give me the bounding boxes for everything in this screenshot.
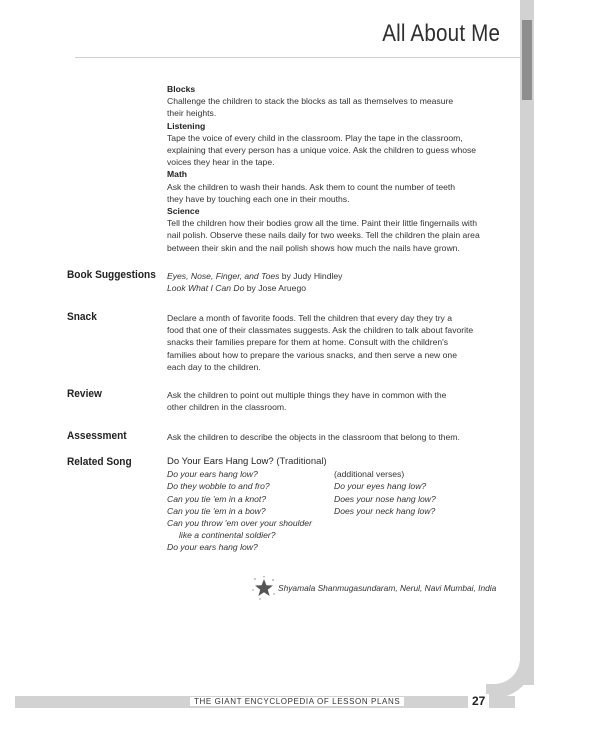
margin-bar — [520, 0, 534, 685]
snack-line: families about how to prepare the various snacks, and then serve a new one — [167, 349, 457, 360]
activity-heading: Listening — [167, 120, 206, 131]
song-verse-main — [167, 468, 334, 553]
book-item — [167, 282, 507, 294]
song-line: Do your ears hang low? — [167, 469, 258, 480]
activity-line: their heights. — [167, 108, 217, 119]
book-item — [167, 270, 507, 282]
activity-heading: Blocks — [167, 84, 196, 94]
book-suggestions — [167, 270, 507, 294]
review-label: Review — [67, 388, 102, 400]
related-song-label: Related Song — [67, 456, 132, 468]
activity-heading: Math — [167, 169, 188, 180]
song-line: (additional verses) — [334, 469, 405, 480]
song-line: Can you throw 'em over your shoulder — [167, 518, 312, 529]
activity-heading: Science — [167, 206, 200, 217]
activity-math — [167, 168, 507, 205]
song-columns — [167, 468, 507, 553]
activity-line: Ask the children to wash their hands. Ask them to count the number of teeth — [167, 181, 456, 192]
book-suggestions-label: Book Suggestions — [67, 269, 156, 281]
related-song — [167, 456, 507, 554]
activity-line: voices they hear in the tape. — [167, 157, 275, 168]
assessment-text — [167, 431, 507, 443]
page-number: 27 — [468, 694, 489, 708]
activity-line: explaining that every person has a unique voice. Ask the children to guess whose — [167, 145, 477, 156]
activity-line: Challenge the children to stack the blocks as tall as themselves to measure — [167, 96, 454, 107]
activity-line: Tape the voice of every child in the classroom. Play the tape in the classroom, — [167, 132, 463, 143]
song-line: Does your nose hang low? — [334, 493, 436, 504]
review-line: other children in the classroom. — [167, 402, 287, 413]
snack-label: Snack — [67, 311, 97, 323]
snack-line: each day to the children. — [167, 361, 261, 372]
book-author: by Jose Aruego — [244, 283, 307, 294]
song-title: Do Your Ears Hang Low? — [167, 456, 274, 467]
activity-line: they have by touching each one in their mouths. — [167, 193, 350, 204]
margin-bar-accent — [522, 20, 532, 100]
song-line: Can you tie 'em in a bow? — [167, 505, 266, 516]
snack-text — [167, 312, 507, 373]
book-title: Eyes, Nose, Finger, and Toes — [167, 271, 280, 281]
snack-line: Declare a month of favorite foods. Tell the children that every day they try a — [167, 313, 453, 323]
page-title: All About Me — [382, 20, 500, 47]
book-title: Look What I Can Do — [167, 283, 245, 294]
activity-science — [167, 205, 507, 254]
activities-section — [167, 83, 507, 254]
song-line: like a continental soldier? — [179, 530, 276, 541]
song-line: Can you tie 'em in a knot? — [167, 493, 267, 504]
activity-listening — [167, 120, 507, 169]
activity-blocks — [167, 83, 507, 120]
assessment-line: Ask the children to describe the objects in the classroom that belong to them. — [167, 432, 460, 442]
snack-line: food that one of their classmates suggests. Ask the children to talk about favorite — [167, 325, 474, 336]
contributor-credit: Shyamala Shanmugasundaram, Nerul, Navi Mumbai, India — [278, 583, 497, 593]
song-line: Do they wobble to and fro? — [167, 481, 270, 492]
song-line: Does your neck hang low? — [334, 505, 436, 516]
song-line: Do your eyes hang low? — [334, 481, 427, 492]
song-title-line — [167, 456, 507, 468]
song-note: (Traditional) — [273, 456, 327, 467]
review-text — [167, 389, 507, 413]
margin-curve — [486, 650, 534, 698]
song-line: Do your ears hang low? — [167, 542, 258, 553]
star-icon — [252, 576, 276, 600]
activity-line: nail polish. Observe these nails daily for two weeks. Tell the children the plain area — [167, 230, 480, 241]
assessment-label: Assessment — [67, 430, 127, 442]
snack-line: snacks their families prepare for them at home. Consult with the children's — [167, 337, 449, 348]
activity-line: between their skin and the nail polish shows how much the nails have grown. — [167, 242, 460, 253]
book-author: by Judy Hindley — [279, 271, 343, 281]
review-line: Ask the children to point out multiple things they have in common with the — [167, 390, 447, 400]
header-rule — [75, 57, 520, 58]
activity-line: Tell the children how their bodies grow all the time. Paint their little fingernails with — [167, 218, 478, 229]
footer-title: THE GIANT ENCYCLOPEDIA OF LESSON PLANS — [190, 697, 404, 706]
song-verse-additional — [334, 468, 494, 553]
